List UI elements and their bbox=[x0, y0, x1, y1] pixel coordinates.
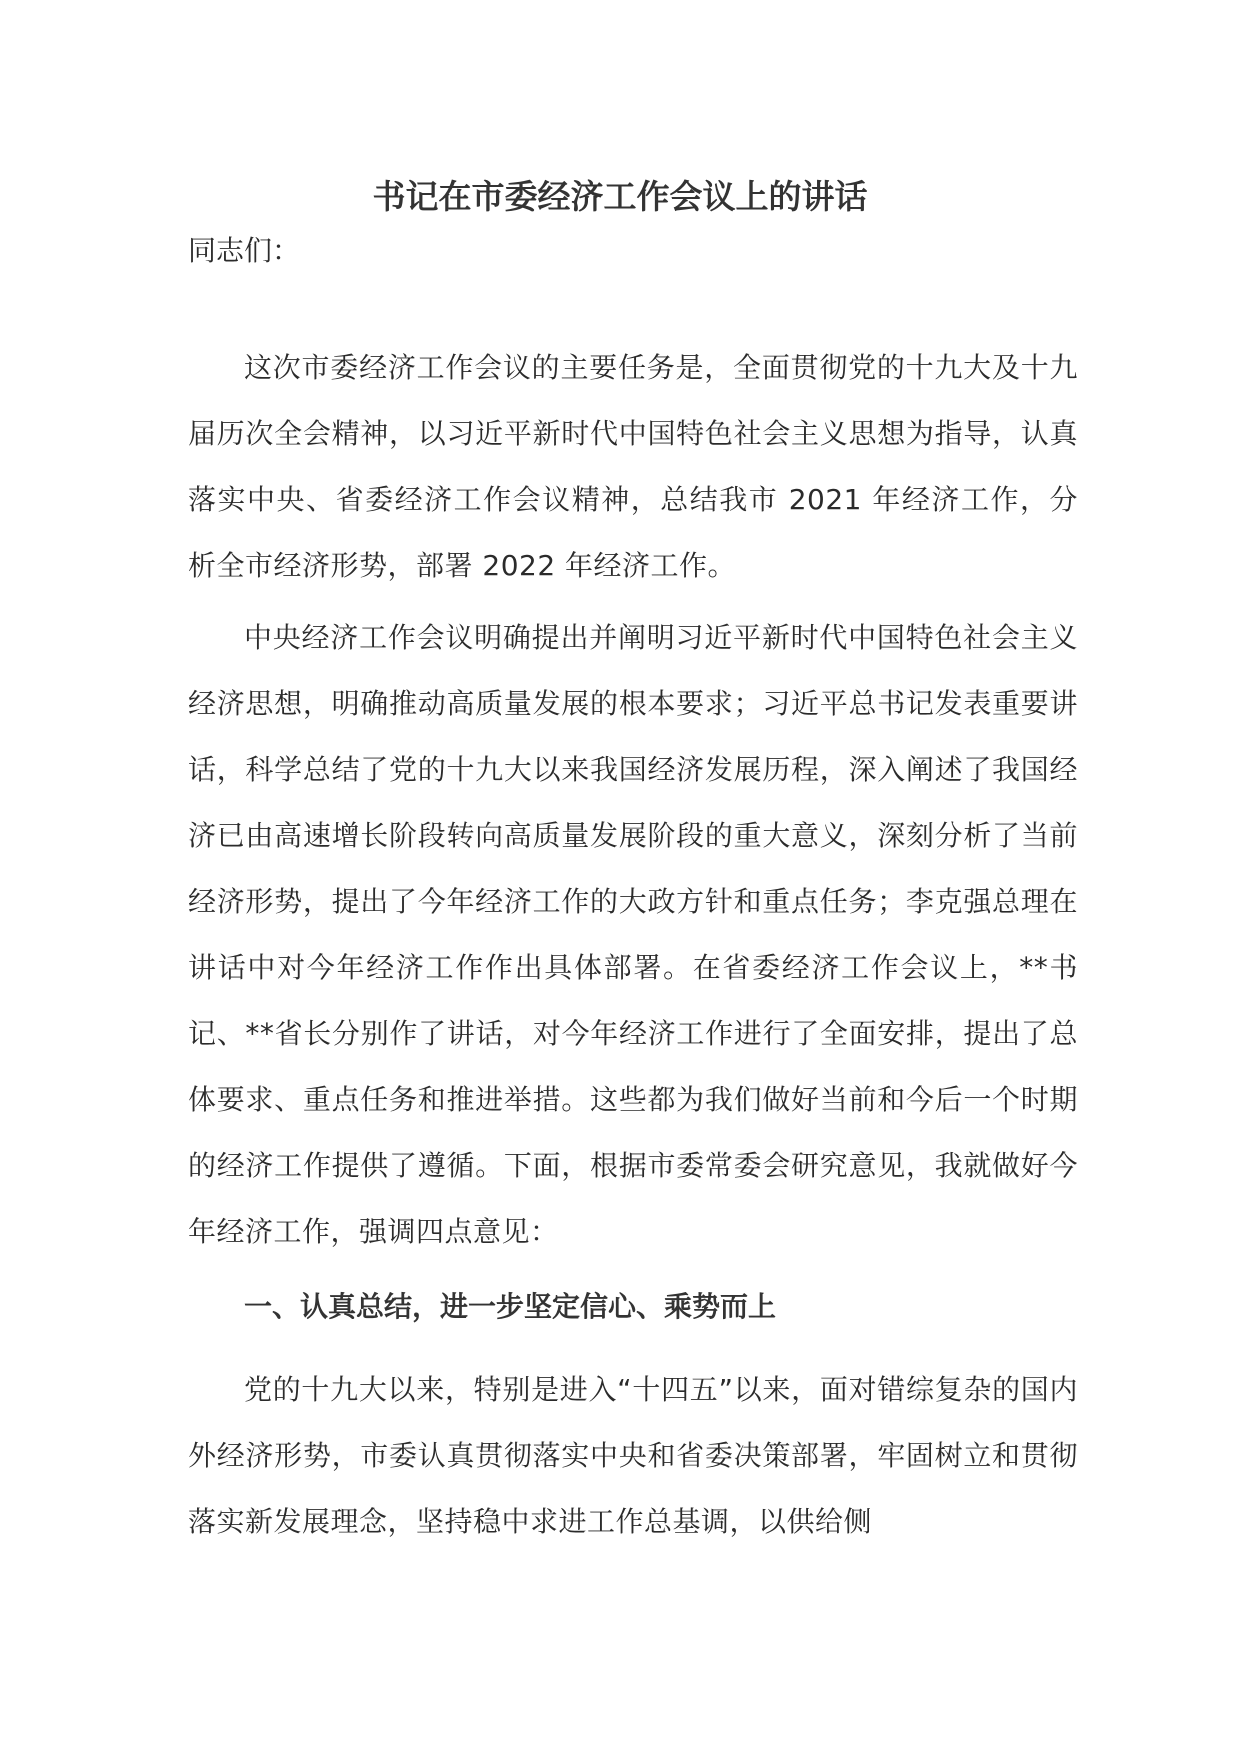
paragraph: 这次市委经济工作会议的主要任务是，全面贯彻党的十九大及十九届历次全会精神，以习近平新时代中国特色社会主义思想为指导，认真落实中央、省委经济工作会议精神，总结我市 2021 年经济工作，分析全市经济形势，部署 2022 年经济工作。 bbox=[188, 351, 1078, 582]
document-title: 书记在市委经济工作会议上的讲话 bbox=[372, 177, 868, 216]
salutation: 同志们： bbox=[188, 234, 301, 267]
paragraph: 中央经济工作会议明确提出并阐明习近平新时代中国特色社会主义经济思想，明确推动高质量发展的根本要求；习近平总书记发表重要讲话，科学总结了党的十九大以来我国经济发展历程，深入阐述了我国经济已由高速增长阶段转向高质量发展阶段的重大意义，深刻分析了当前经济形势，提出了今年经济工作的大政方针和重点任务；李克强总理在讲话中对今年经济工作作出具体部署。在省委经济工作会议上，**书记、**省长分别作了讲话，对今年经济工作进行了全面安排，提出了总体要求、重点任务和推进举措。这些都为我们做好当前和今后一个时期的经济工作提供了遵循。下面，根据市委常委会研究意见，我就做好今年经济工作，强调四点意见： bbox=[188, 621, 1078, 1248]
paragraph: 党的十九大以来，特别是进入“十四五”以来，面对错综复杂的国内外经济形势，市委认真贯彻落实中央和省委决策部署，牢固树立和贯彻落实新发展理念，坚持稳中求进工作总基调，以供给侧 bbox=[188, 1373, 1078, 1538]
section-heading: 一、认真总结，进一步坚定信心、乘势而上 bbox=[244, 1290, 777, 1323]
